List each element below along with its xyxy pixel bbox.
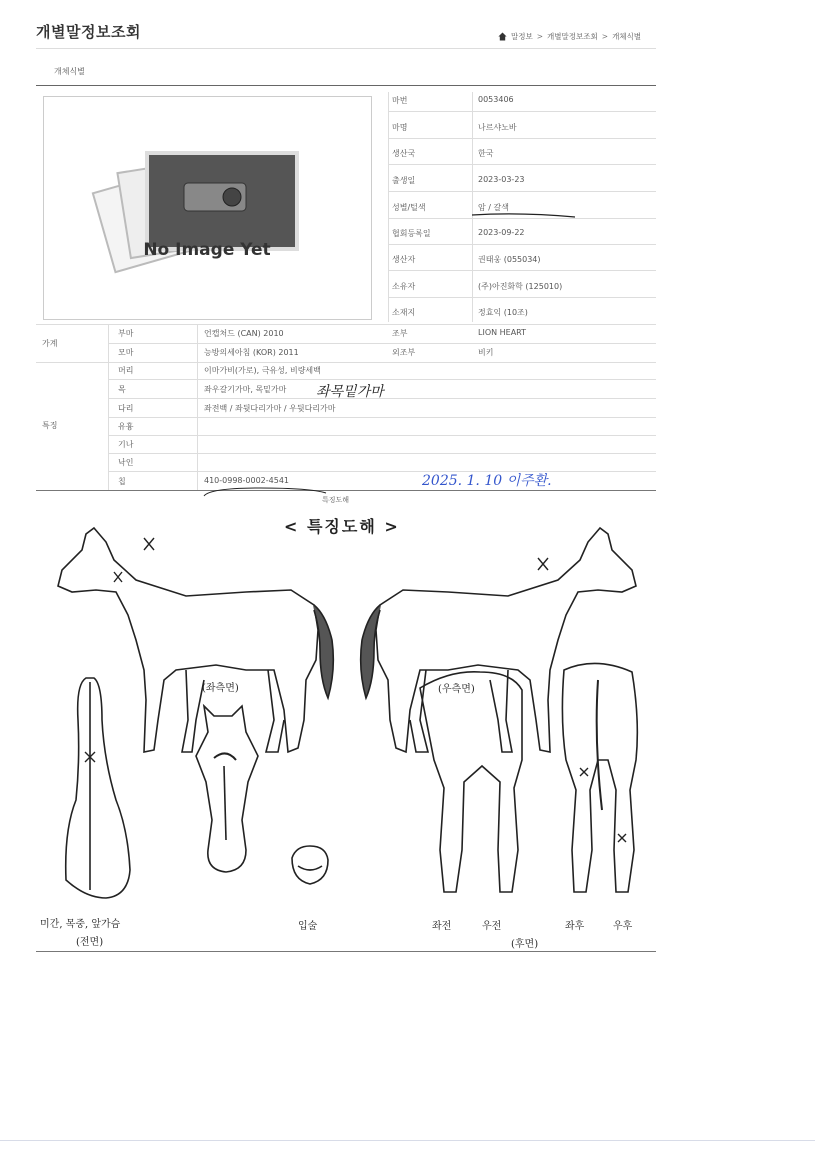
info-label: 생산국 xyxy=(392,149,416,158)
feature-label: 낙인 xyxy=(118,458,134,467)
breadcrumb-separator: > xyxy=(536,32,544,41)
feature-value: 좌전백 / 좌뒷다리가마 / 우뒷다리가마 xyxy=(204,404,336,413)
handwritten-bracket xyxy=(200,484,330,498)
row-divider xyxy=(108,453,656,454)
horse-front-view xyxy=(66,678,130,898)
feature-label: 다리 xyxy=(118,404,134,413)
info-label: 소재지 xyxy=(392,308,416,317)
row-divider xyxy=(388,164,656,165)
divider xyxy=(197,325,198,490)
info-value: 나르샤노바 xyxy=(478,123,517,132)
chip-label: 칩 xyxy=(118,477,126,486)
handwritten-neck-note: 좌목밑가마 xyxy=(316,384,384,400)
breadcrumb-item-horse-info[interactable]: 말정보 xyxy=(511,32,533,41)
info-label: 협회등록일 xyxy=(392,229,431,238)
info-value: 권태웅 (055034) xyxy=(478,255,541,264)
tab-identification[interactable]: 개체식별 xyxy=(54,67,85,76)
horse-head-view xyxy=(196,706,258,872)
chip-value: 410-0998-0002-4541 xyxy=(204,476,290,485)
grandsire-label: 조부 xyxy=(392,329,408,338)
feature-value: 이마가비(가로), 극유성, 비량세백 xyxy=(204,366,321,375)
dam-value: 능방의세아침 (KOR) 2011 xyxy=(204,348,299,357)
features-footer: 특징도해 xyxy=(322,496,350,504)
label-right-fore: 우전 xyxy=(482,921,502,932)
info-label: 성별/털색 xyxy=(392,203,426,212)
row-divider xyxy=(108,471,656,472)
row-divider xyxy=(108,435,656,436)
no-image-text: No Image Yet xyxy=(143,240,271,260)
diagram-title: < 특징도해 > xyxy=(284,517,400,536)
dam-sire-value: 비키 xyxy=(478,348,494,357)
page-title: 개별말정보조회 xyxy=(36,23,141,41)
row-divider xyxy=(388,111,656,112)
dam-sire-label: 외조부 xyxy=(392,348,416,357)
divider xyxy=(36,490,656,491)
feature-value: 좌우갈기가마, 목밑가마 xyxy=(204,385,287,394)
info-value: 한국 xyxy=(478,149,494,158)
row-divider xyxy=(388,138,656,139)
horse-photo-placeholder xyxy=(43,96,372,320)
breadcrumb xyxy=(498,31,641,42)
divider xyxy=(36,85,656,86)
label-rear-view: (후면) xyxy=(511,939,539,950)
dam-label: 모마 xyxy=(118,348,134,357)
sire-label: 부마 xyxy=(118,329,134,338)
horse-hindlegs-view xyxy=(562,663,637,892)
info-label: 마번 xyxy=(392,96,408,105)
label-front-caption: 미간, 목중, 앞가슴 xyxy=(40,919,121,930)
sire-value: 언캡처드 (CAN) 2010 xyxy=(204,329,284,338)
info-value: 암 / 갈색 xyxy=(478,203,509,212)
divider xyxy=(36,48,656,49)
label-right-side: (우측면) xyxy=(438,684,475,695)
divider xyxy=(388,92,389,322)
info-label: 마명 xyxy=(392,123,408,132)
info-value: 2023-09-22 xyxy=(478,228,525,237)
label-right-hind: 우후 xyxy=(613,921,633,932)
page-edge xyxy=(0,1140,815,1141)
feature-label: 기나 xyxy=(118,440,134,449)
info-label: 소유자 xyxy=(392,282,416,291)
feature-label: 유흉 xyxy=(118,422,134,431)
divider xyxy=(36,951,656,952)
handwritten-underline xyxy=(470,210,580,220)
label-left-fore: 좌전 xyxy=(432,921,452,932)
info-label: 출생일 xyxy=(392,176,416,185)
row-divider xyxy=(388,270,656,271)
pedigree-section-label: 가계 xyxy=(42,339,58,348)
label-front-view: (전면) xyxy=(76,937,104,948)
info-value: 0053406 xyxy=(478,95,514,104)
info-label: 생산자 xyxy=(392,255,416,264)
breadcrumb-item-identification: 개체식별 xyxy=(612,32,642,41)
feature-label: 목 xyxy=(118,385,126,394)
info-value: 정효익 (10조) xyxy=(478,308,528,317)
home-icon[interactable] xyxy=(498,32,507,41)
horse-identification-diagram xyxy=(36,520,658,950)
divider xyxy=(472,92,473,322)
row-divider xyxy=(36,362,656,363)
row-divider xyxy=(388,244,656,245)
info-value: (주)아진화학 (125010) xyxy=(478,282,563,291)
row-divider xyxy=(388,297,656,298)
no-image-illustration xyxy=(44,97,371,319)
label-left-hind: 좌후 xyxy=(565,921,585,932)
row-divider xyxy=(108,343,656,344)
divider xyxy=(108,325,109,490)
label-left-side: (좌측면) xyxy=(202,683,239,694)
label-lips: 입술 xyxy=(298,921,318,932)
features-section-label: 특징 xyxy=(42,421,58,430)
divider xyxy=(36,324,656,325)
breadcrumb-item-individual[interactable]: 개별말정보조회 xyxy=(547,32,598,41)
row-divider xyxy=(388,191,656,192)
horse-left-side xyxy=(58,528,333,752)
horse-right-side xyxy=(361,528,636,752)
handwritten-date-note: 2025. 1. 10 이주환. xyxy=(422,473,552,489)
feature-label: 머리 xyxy=(118,366,134,375)
info-value: 2023-03-23 xyxy=(478,175,525,184)
row-divider xyxy=(108,417,656,418)
row-divider xyxy=(108,379,656,380)
breadcrumb-separator: > xyxy=(601,32,609,41)
horse-lips-view xyxy=(292,846,328,884)
grandsire-value: LION HEART xyxy=(478,328,527,337)
